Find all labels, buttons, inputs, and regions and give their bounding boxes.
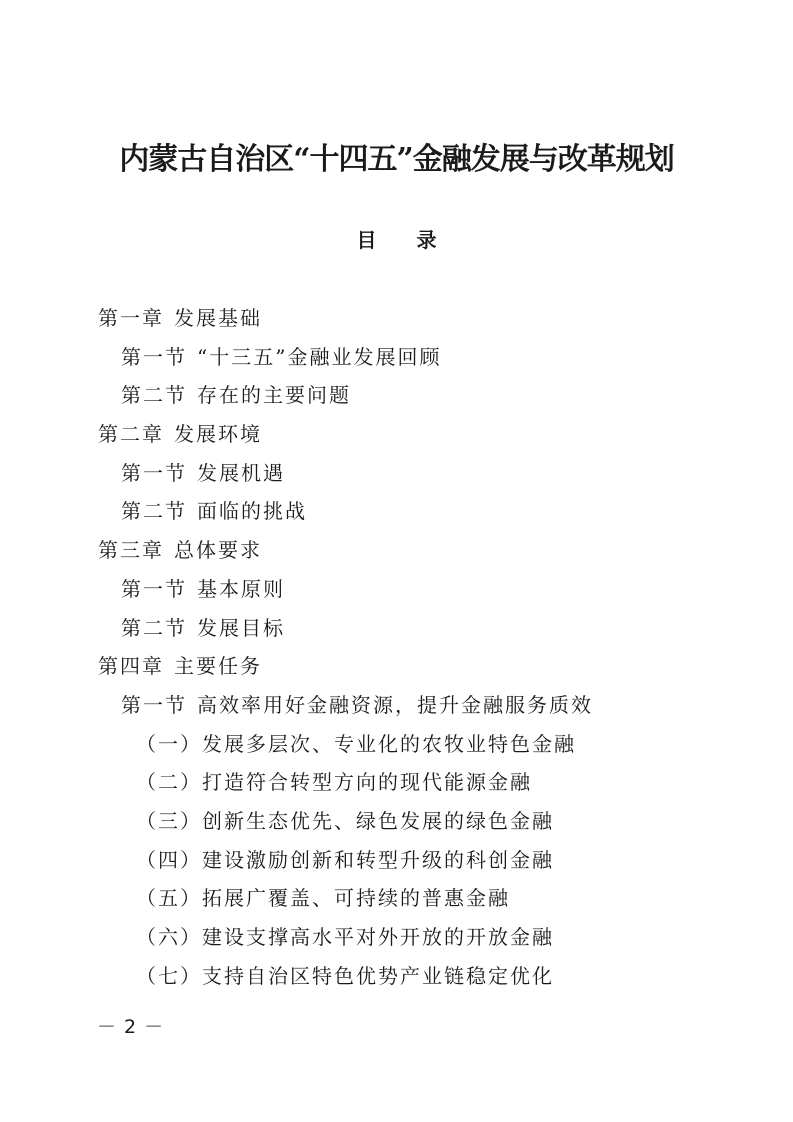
toc-entry-number: 第二节 [121,615,187,640]
toc-chapter [98,417,738,456]
toc-entry-text: 基本原则 [197,576,285,601]
toc-entry-number: （六） [136,925,202,949]
toc-entry-text: 高效率用好金融资源，提升金融服务质效 [197,692,593,717]
toc-section [98,494,738,533]
toc-entry-number: 第三章 [98,538,164,563]
toc-entry-text: “十三五”金融业发展回顾 [197,344,442,369]
toc-entry-number: （七） [136,963,202,988]
toc-chapter [98,533,738,572]
toc-entry-text: 总体要求 [174,538,262,563]
toc-entry-number: （一） [136,731,202,756]
toc-entry-text: 发展目标 [197,615,285,640]
toc-section [98,456,738,495]
toc-section [98,340,738,379]
toc-entry-number: （三） [136,808,202,833]
toc-section [98,572,738,611]
toc-entry-number: 第一章 [98,306,164,330]
toc-entry-text: 发展机遇 [197,460,285,485]
toc-entry-number: （四） [136,847,202,872]
toc-subsection [98,843,738,882]
toc-entry-number: 第一节 [121,344,187,369]
toc-chapter [98,649,738,688]
document-title: 内蒙古自治区“十四五”金融发展与改革规划 [119,142,674,177]
page-number: － 2 － [97,1016,165,1038]
toc-subsection [98,727,738,766]
toc-entry-number: 第四章 [98,654,164,679]
toc-entry-text: 发展基础 [174,306,262,330]
toc-heading: 目录 [356,228,477,252]
toc-entry-text: 打造符合转型方向的现代能源金融 [202,770,532,795]
toc-entry-text: 拓展广覆盖、可持续的普惠金融 [202,886,510,911]
toc-entry-number: （五） [136,886,202,911]
table-of-contents [98,301,738,997]
toc-section [98,611,738,650]
toc-entry-number: 第一节 [121,576,187,601]
toc-entry-text: 建设支撑高水平对外开放的开放金融 [202,925,554,949]
toc-entry-number: 第二节 [121,383,187,408]
toc-entry-text: 主要任务 [174,654,262,679]
toc-section [98,688,738,727]
toc-entry-number: 第一节 [121,460,187,485]
toc-entry-number: 第二节 [121,499,187,524]
toc-entry-text: 支持自治区特色优势产业链稳定优化 [202,963,554,988]
toc-subsection [98,765,738,804]
toc-subsection [98,920,738,959]
toc-entry-text: 存在的主要问题 [197,383,351,408]
toc-entry-number: 第一节 [121,692,187,717]
toc-subsection [98,959,738,998]
toc-section [98,378,738,417]
toc-entry-text: 发展环境 [174,422,262,447]
toc-entry-number: （二） [136,770,202,795]
toc-entry-text: 发展多层次、专业化的农牧业特色金融 [202,731,576,756]
toc-entry-number: 第二章 [98,422,164,447]
toc-subsection [98,881,738,920]
toc-entry-text: 面临的挑战 [197,499,307,524]
toc-entry-text: 建设激励创新和转型升级的科创金融 [202,847,554,872]
toc-entry-text: 创新生态优先、绿色发展的绿色金融 [202,808,554,833]
toc-chapter [98,301,738,340]
toc-subsection [98,804,738,843]
